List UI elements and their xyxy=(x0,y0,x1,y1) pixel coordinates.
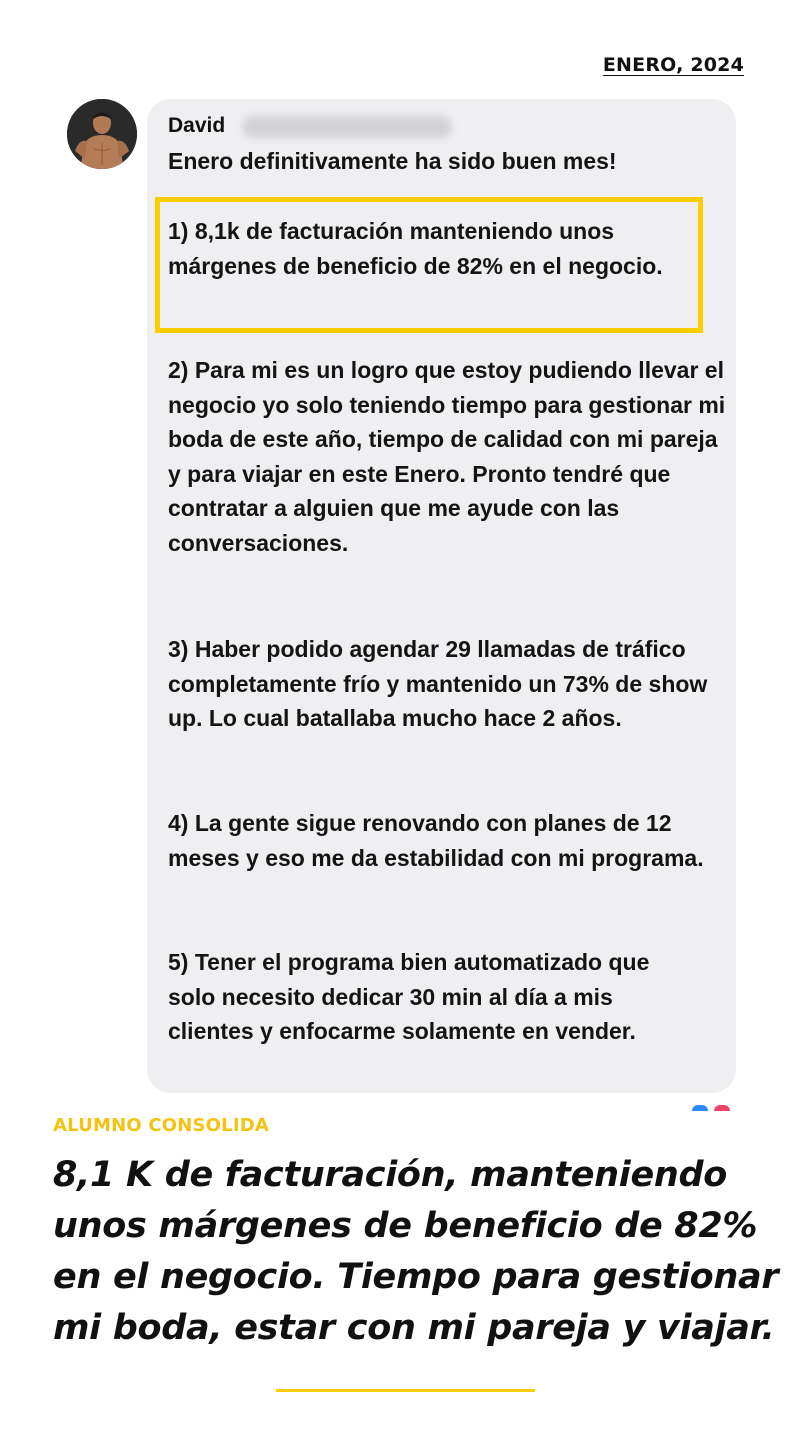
message-point-3: 3) Haber podido agendar 29 llamadas de tráfico completamente frío y mantenido un 73% de show up. Lo cual batallaba mucho hace 2 años. xyxy=(168,636,708,731)
date-label: ENERO, 2024 xyxy=(602,54,744,76)
redacted-surname xyxy=(242,116,452,138)
message-point-2: 2) Para mi es un logro que estoy pudiendo llevar el negocio yo solo teniendo tiempo para gestionar mi boda de este año, tiempo de calidad con mi pareja y para viajar en este Enero. Pronto tendré que contratar a alguien que me ayude con las conversaciones. xyxy=(168,357,726,556)
reaction-icons[interactable] xyxy=(692,1098,738,1104)
love-reaction-icon xyxy=(714,1105,730,1111)
divider-line xyxy=(276,1389,535,1392)
message-greeting: Enero definitivamente ha sido buen mes! xyxy=(168,148,617,174)
profile-photo-icon xyxy=(67,99,137,169)
caption-eyebrow: ALUMNO CONSOLIDA xyxy=(53,1115,270,1136)
sender-name: David xyxy=(168,114,226,137)
like-reaction-icon xyxy=(692,1105,708,1111)
avatar[interactable] xyxy=(67,99,137,169)
message-point-4: 4) La gente sigue renovando con planes de 12 meses y eso me da estabilidad con mi programa. xyxy=(168,810,704,871)
caption-headline: 8,1 K de facturación, manteniendo unos márgenes de beneficio de 82% en el negocio. Tiempo para gestionar mi boda, estar con mi pareja y viajar. xyxy=(53,1155,779,1348)
message-point-5: 5) Tener el programa bien automatizado que solo necesito dedicar 30 min al día a mis clientes y enfocarme solamente en vender. xyxy=(168,949,650,1044)
message-point-1: 1) 8,1k de facturación manteniendo unos márgenes de beneficio de 82% en el negocio. xyxy=(168,218,663,279)
